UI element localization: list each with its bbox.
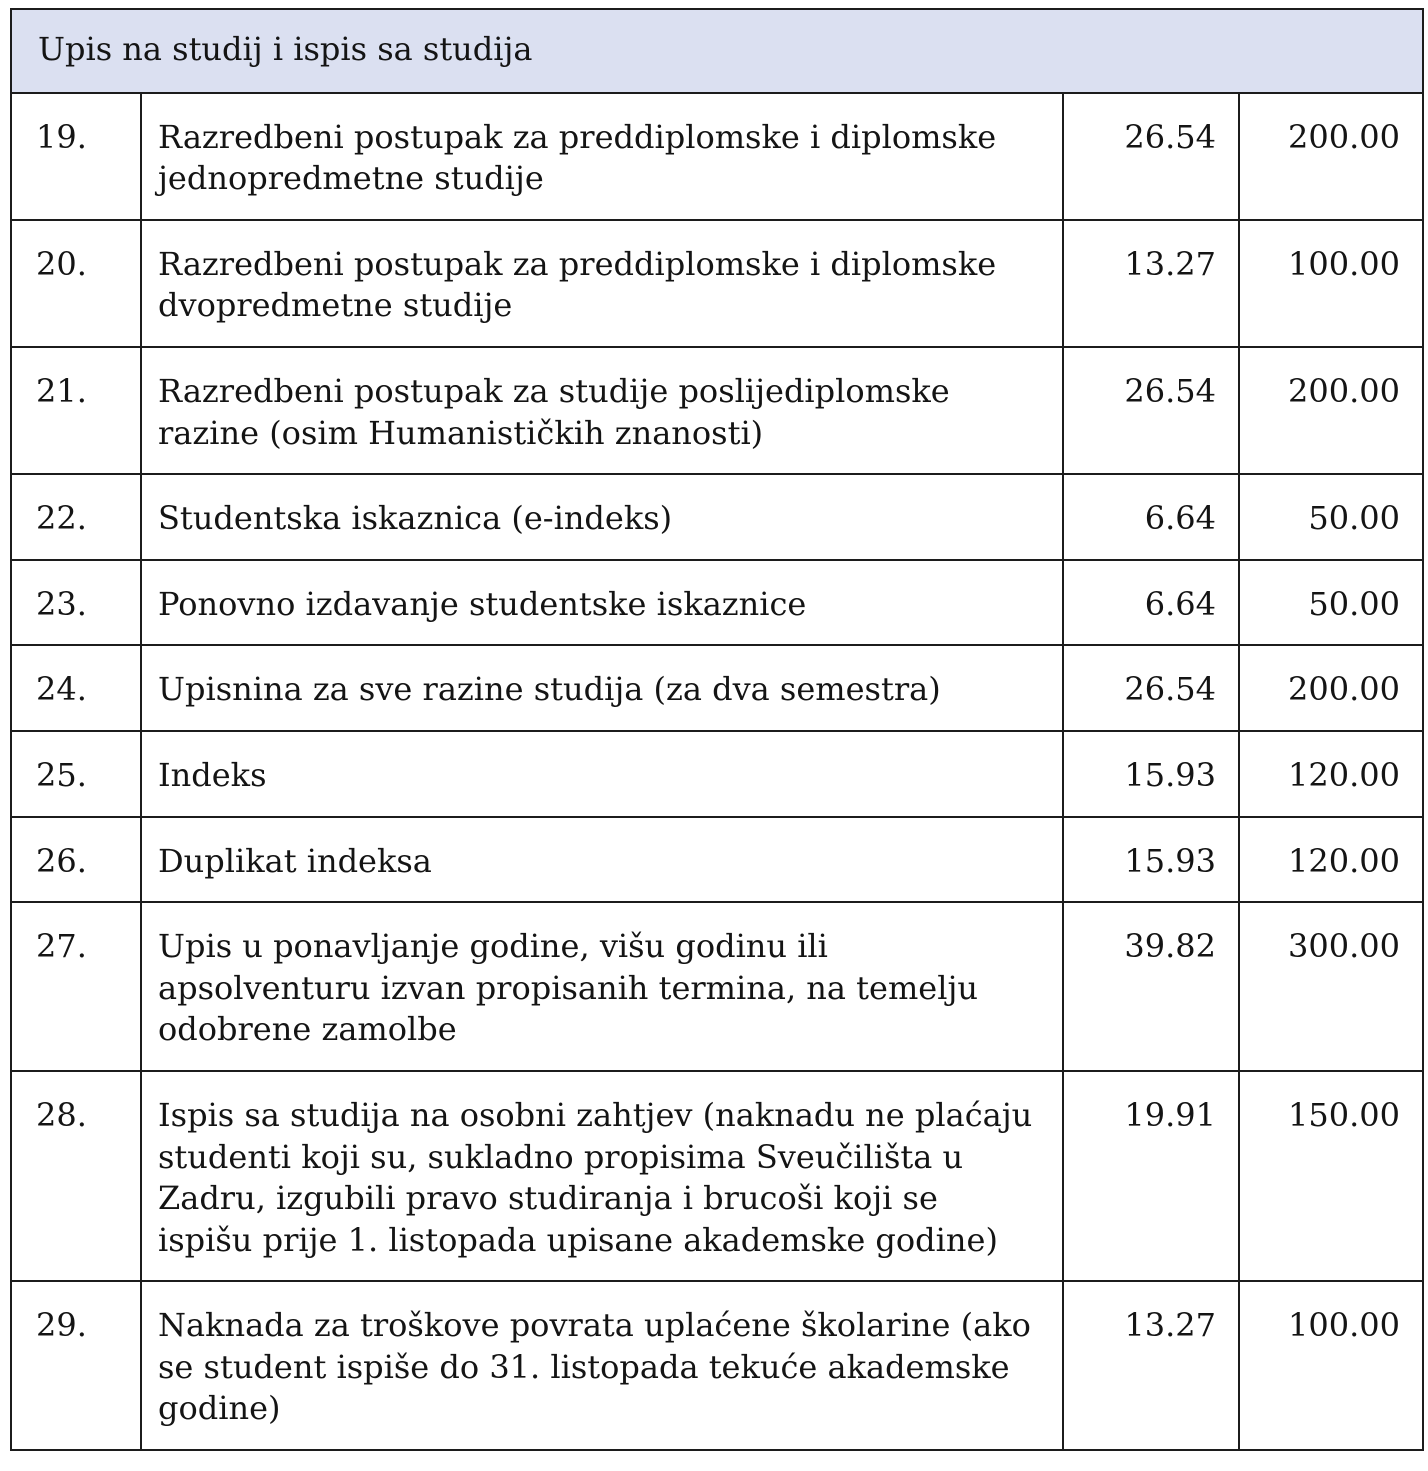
row-amount1-cell: 39.82 (1063, 902, 1239, 1071)
row-number-cell: 28. (11, 1071, 141, 1281)
row-amount2-cell: 120.00 (1239, 817, 1423, 903)
row-description-cell: Razredbeni postupak za preddiplomske i diplomske dvopredmetne studije (141, 220, 1063, 347)
row-amount1-cell: 6.64 (1063, 560, 1239, 646)
table-row (11, 645, 1423, 731)
row-number-cell: 19. (11, 93, 141, 220)
row-amount1-cell: 26.54 (1063, 645, 1239, 731)
row-amount1-cell: 26.54 (1063, 93, 1239, 220)
row-description-cell: Ponovno izdavanje studentske iskaznice (141, 560, 1063, 646)
row-description-cell: Upis u ponavljanje godine, višu godinu ili apsolventuru izvan propisanih termina, na temelju odobrene zamolbe (141, 902, 1063, 1071)
row-amount2-cell: 150.00 (1239, 1071, 1423, 1281)
row-amount1-cell: 13.27 (1063, 1281, 1239, 1450)
row-amount2-cell: 50.00 (1239, 560, 1423, 646)
table-row (11, 220, 1423, 347)
row-amount2-cell: 300.00 (1239, 902, 1423, 1071)
row-amount2-cell: 120.00 (1239, 731, 1423, 817)
row-amount2-cell: 200.00 (1239, 347, 1423, 474)
row-amount2-cell: 100.00 (1239, 220, 1423, 347)
row-amount1-cell: 15.93 (1063, 817, 1239, 903)
row-amount1-cell: 6.64 (1063, 474, 1239, 560)
row-number-cell: 25. (11, 731, 141, 817)
fees-table (10, 8, 1424, 1451)
row-amount2-cell: 100.00 (1239, 1281, 1423, 1450)
table-row (11, 347, 1423, 474)
row-number-cell: 27. (11, 902, 141, 1071)
row-description-cell: Razredbeni postupak za studije poslijediplomske razine (osim Humanističkih znanosti) (141, 347, 1063, 474)
row-description-cell: Duplikat indeksa (141, 817, 1063, 903)
table-row (11, 93, 1423, 220)
section-header-row (11, 9, 1423, 93)
row-number-cell: 20. (11, 220, 141, 347)
row-amount1-cell: 13.27 (1063, 220, 1239, 347)
row-description-cell: Naknada za troškove povrata uplaćene školarine (ako se student ispiše do 31. listopada tekuće akademske godine) (141, 1281, 1063, 1450)
row-number-cell: 29. (11, 1281, 141, 1450)
table-row (11, 902, 1423, 1071)
row-description-cell: Ispis sa studija na osobni zahtjev (naknadu ne plaćaju studenti koji su, sukladno propisima Sveučilišta u Zadru, izgubili pravo studiranja i brucoši koji se ispišu prije 1. listopada upisane akademske godine) (141, 1071, 1063, 1281)
table-row (11, 817, 1423, 903)
row-number-cell: 24. (11, 645, 141, 731)
row-description-cell: Upisnina za sve razine studija (za dva semestra) (141, 645, 1063, 731)
row-description-cell: Indeks (141, 731, 1063, 817)
table-row (11, 1281, 1423, 1450)
row-number-cell: 22. (11, 474, 141, 560)
row-number-cell: 21. (11, 347, 141, 474)
table-row (11, 474, 1423, 560)
section-title: Upis na studij i ispis sa studija (11, 9, 1423, 93)
row-amount2-cell: 200.00 (1239, 645, 1423, 731)
row-amount1-cell: 19.91 (1063, 1071, 1239, 1281)
row-number-cell: 26. (11, 817, 141, 903)
row-number-cell: 23. (11, 560, 141, 646)
table-row (11, 1071, 1423, 1281)
row-amount1-cell: 26.54 (1063, 347, 1239, 474)
row-amount1-cell: 15.93 (1063, 731, 1239, 817)
row-amount2-cell: 200.00 (1239, 93, 1423, 220)
table-row (11, 560, 1423, 646)
row-description-cell: Studentska iskaznica (e-indeks) (141, 474, 1063, 560)
row-amount2-cell: 50.00 (1239, 474, 1423, 560)
table-row (11, 731, 1423, 817)
row-description-cell: Razredbeni postupak za preddiplomske i diplomske jednopredmetne studije (141, 93, 1063, 220)
